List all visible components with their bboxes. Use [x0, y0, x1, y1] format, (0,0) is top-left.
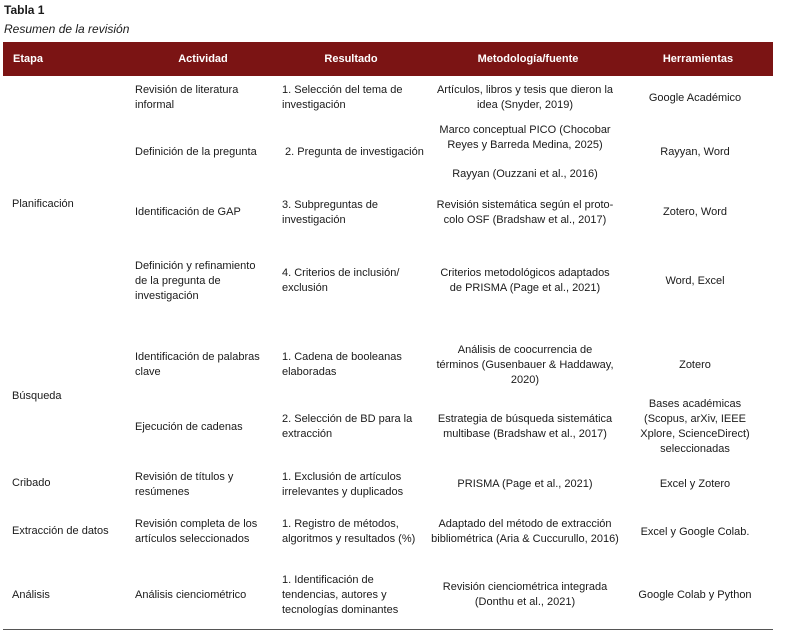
stage-planificacion: Planificación — [12, 198, 74, 210]
row-4-resultado: 4. Criterios de inclusión/ exclusión — [282, 267, 400, 294]
row-9-resultado: 1. Identificación de tendencias, autores y tecnologías dominantes — [282, 574, 399, 616]
header-resultado: Resultado — [324, 53, 378, 65]
row-3-resultado: 3. Subpreguntas de investigación — [282, 199, 379, 226]
row-2-actividad: Definición de la pregunta — [135, 146, 257, 158]
table-title: Tabla 1 — [4, 3, 45, 17]
row-1-herramientas: Google Académico — [648, 92, 742, 104]
stage-analisis: Análisis — [12, 589, 50, 601]
row-5-metodologia: Análisis de coocurrencia de términos (Gusenbauer & Haddaway, 2020) — [436, 344, 614, 386]
row-9-actividad: Análisis cienciométrico — [135, 589, 247, 601]
row-6-metodologia: Estrategia de búsqueda sistemática multibase (Bradshaw et al., 2017) — [437, 413, 613, 440]
table-subtitle: Resumen de la revisión — [4, 22, 130, 36]
header-metodologia: Metodología/fuente — [477, 53, 579, 65]
header-etapa: Etapa — [13, 53, 43, 65]
row-2-metodologia: Marco conceptual PICO (Chocobar Reyes y Barreda Medina, 2025) — [439, 124, 611, 151]
header-herramientas: Herramientas — [662, 53, 734, 65]
row-3-metodologia: Revisión sistemática según el proto- colo OSF (Bradshaw et al., 2017) — [436, 199, 614, 226]
stage-extraccion: Extracción de datos — [12, 525, 109, 537]
row-4-herramientas: Word, Excel — [665, 275, 725, 287]
row-9-metodologia: Revisión cienciométrica integrada (Donthu et al., 2021) — [442, 581, 608, 608]
row-8-metodologia: Adaptado del método de extracción bibliométrica (Aria & Cuccurullo, 2016) — [431, 518, 619, 545]
header-actividad: Actividad — [178, 53, 228, 65]
table-bottom-rule — [3, 629, 773, 630]
row-4-actividad: Definición y refinamiento de la pregunta de investigación — [135, 260, 256, 302]
row-3-herramientas: Zotero, Word — [663, 206, 727, 218]
row-5-herramientas: Zotero — [679, 359, 711, 371]
row-8-resultado: 1. Registro de métodos, algoritmos y resultados (%) — [282, 518, 416, 545]
row-2-resultado: 2. Pregunta de investigación — [285, 146, 424, 158]
row-1-metodologia: Artículos, libros y tesis que dieron la idea (Snyder, 2019) — [436, 84, 614, 111]
row-2-metodologia-extra: Rayyan (Ouzzani et al., 2016) — [452, 168, 598, 180]
stage-cribado: Cribado — [12, 477, 51, 489]
row-1-resultado: 1. Selección del tema de investigación — [282, 84, 403, 111]
row-3-actividad: Identificación de GAP — [135, 206, 241, 218]
row-8-actividad: Revisión completa de los artículos seleccionados — [135, 518, 258, 545]
row-6-actividad: Ejecución de cadenas — [135, 421, 243, 433]
stage-busqueda: Búsqueda — [12, 390, 62, 402]
row-1-actividad: Revisión de literatura informal — [135, 84, 239, 111]
row-6-resultado: 2. Selección de BD para la extracción — [282, 413, 413, 440]
row-7-resultado: 1. Exclusión de artículos irrelevantes y duplicados — [282, 471, 404, 498]
row-7-metodologia: PRISMA (Page et al., 2021) — [457, 478, 593, 490]
row-5-resultado: 1. Cadena de booleanas elaboradas — [282, 351, 402, 378]
row-7-herramientas: Excel y Zotero — [659, 478, 731, 490]
row-9-herramientas: Google Colab y Python — [638, 589, 752, 601]
row-2-herramientas: Rayyan, Word — [660, 146, 730, 158]
row-6-herramientas: Bases académicas (Scopus, arXiv, IEEE Xplore, ScienceDirect) seleccionadas — [640, 398, 750, 455]
row-7-actividad: Revisión de títulos y resúmenes — [135, 471, 234, 498]
row-5-actividad: Identificación de palabras clave — [135, 351, 260, 378]
row-8-herramientas: Excel y Google Colab. — [640, 526, 750, 538]
row-4-metodologia: Criterios metodológicos adaptados de PRISMA (Page et al., 2021) — [440, 267, 610, 294]
table-header — [3, 42, 773, 76]
